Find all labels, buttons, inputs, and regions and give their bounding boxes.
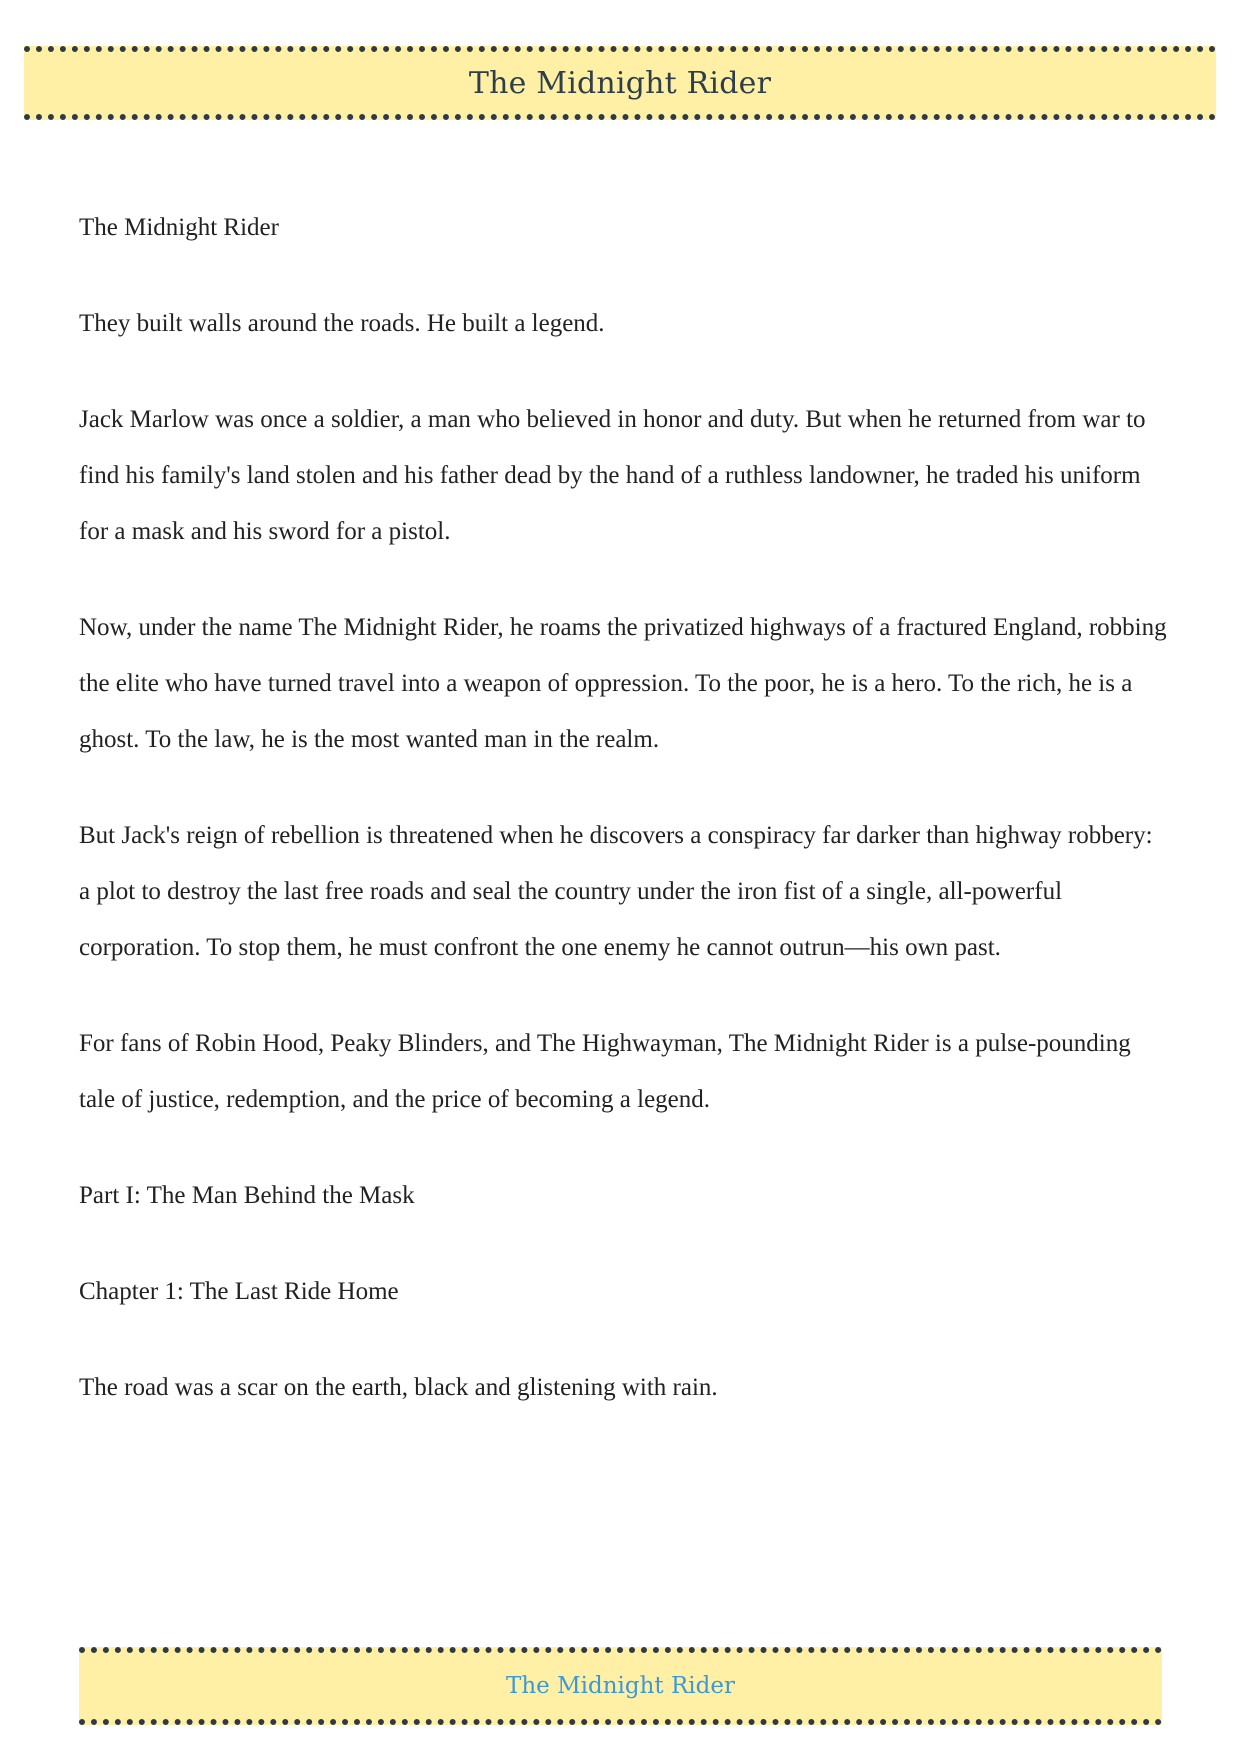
paragraph-title: The Midnight Rider — [79, 214, 279, 241]
chapter-heading: Chapter 1: The Last Ride Home — [79, 1278, 399, 1305]
paragraph-conflict: But Jack's reign of rebellion is threatened when he discovers a conspiracy far darker than highway robbery: a plot to destroy the last free roads and seal the country under the iron fist of a single, all-powerful corporation. To stop them, he must confront the one enemy he cannot outrun—his own past. — [79, 822, 1153, 961]
paragraph-tagline: They built walls around the roads. He built a legend. — [79, 310, 605, 337]
part-heading: Part I: The Man Behind the Mask — [79, 1182, 415, 1209]
paragraph-opening-line: The road was a scar on the earth, black and glistening with rain. — [79, 1374, 718, 1401]
footer-title: The Midnight Rider — [506, 1673, 735, 1699]
page-footer — [79, 1647, 1162, 1725]
document-body — [79, 200, 1169, 1456]
paragraph-comparison: For fans of Robin Hood, Peaky Blinders, and The Highwayman, The Midnight Rider is a pulse-pounding tale of justice, redemption, and the price of becoming a legend. — [79, 1030, 1131, 1113]
header-title: The Midnight Rider — [468, 65, 772, 101]
page-header — [24, 46, 1216, 120]
paragraph-premise: Now, under the name The Midnight Rider, he roams the privatized highways of a fractured England, robbing the elite who have turned travel into a weapon of oppression. To the poor, he is a hero. To the rich, he is a ghost. To the law, he is the most wanted man in the realm. — [79, 614, 1167, 753]
paragraph-intro: Jack Marlow was once a soldier, a man who believed in honor and duty. But when he returned from war to find his family's land stolen and his father dead by the hand of a ruthless landowner, he traded his uniform for a mask and his sword for a pistol. — [79, 406, 1146, 545]
